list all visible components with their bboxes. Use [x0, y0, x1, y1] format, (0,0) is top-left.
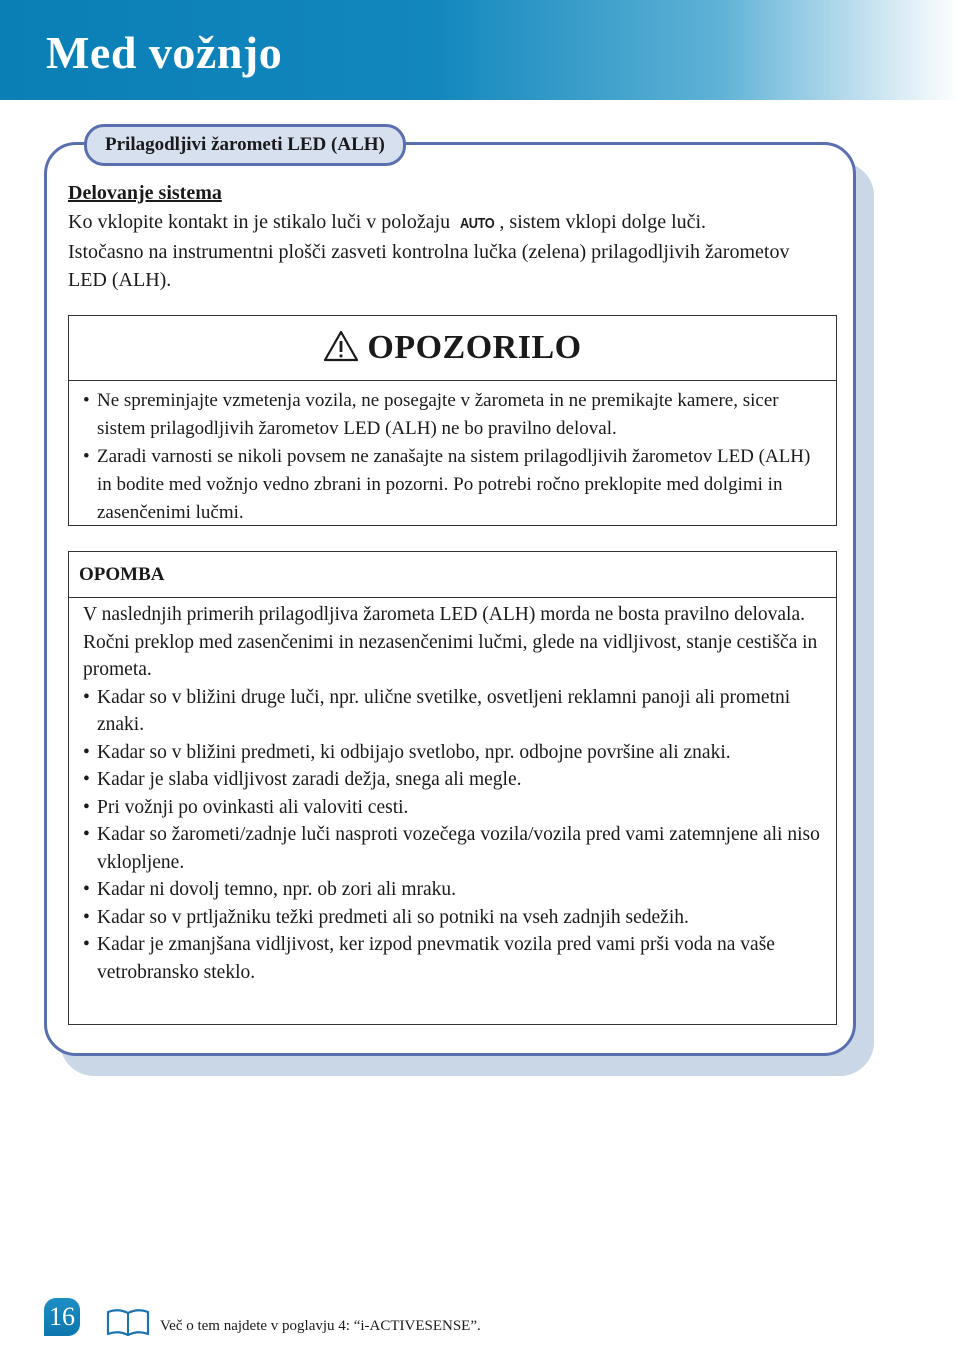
note-box	[68, 551, 837, 1025]
section-tab: Prilagodljivi žarometi LED (ALH)	[84, 124, 406, 166]
warning-item: • Zaradi varnosti se nikoli povsem ne zanašajte na sistem prilagodljivih žarometov LED (ALH) in bodite med vožnjo vedno zbrani in pozorni. Po potrebi ročno preklopite med dolgimi in zasenčenimi lučmi.	[83, 443, 824, 527]
note-item: • Kadar je zmanjšana vidljivost, ker izpod pnevmatik vozila pred vami prši voda na vaše vetrobransko steklo.	[83, 931, 824, 986]
section-heading: Delovanje sistema	[68, 182, 222, 204]
note-item: • Kadar ni dovolj temno, npr. ob zori ali mraku.	[83, 876, 824, 904]
note-item: • Kadar so v bližini predmeti, ki odbijajo svetlobo, npr. odbojne površine ali znaki.	[83, 739, 824, 767]
page-title: Med vožnjo	[46, 27, 283, 78]
book-icon	[104, 1306, 152, 1338]
note-item: • Kadar je slaba vidljivost zaradi dežja, snega ali megle.	[83, 766, 824, 794]
note-item: • Kadar so žarometi/zadnje luči nasproti vozečega vozila/vozila pred vami zatemnjene ali niso vklopljene.	[83, 821, 824, 876]
warning-title: OPOZORILO	[367, 329, 582, 366]
note-item: • Pri vožnji po ovinkasti ali valoviti cesti.	[83, 794, 824, 822]
description-part-1: Ko vklopite kontakt in je stikalo luči v položaju	[68, 211, 456, 233]
description-part-2: , sistem vklopi dolge luči.	[499, 211, 707, 233]
note-item: • Kadar so v bližini druge luči, npr. ulične svetilke, osvetljeni reklamni panoji ali prometni znaki.	[83, 684, 824, 739]
warning-box	[68, 315, 837, 526]
warning-header	[69, 316, 836, 381]
note-intro: V naslednjih primerih prilagodljiva žarometa LED (ALH) morda ne bosta pravilno delovala. Ročni preklop med zasenčenimi in nezasenčenimi lučmi, glede na vidljivost, stanje cestišča in prometa.	[83, 604, 818, 680]
system-description	[68, 208, 828, 294]
note-item: • Kadar so v prtljažniku težki predmeti ali so potniki na vseh zadnjih sedežih.	[83, 904, 824, 932]
warning-triangle-icon	[323, 330, 359, 367]
note-header: OPOMBA	[69, 552, 836, 598]
description-part-3: Istočasno na instrumentni plošči zasveti kontrolna lučka (zelena) prilagodljivih žarometov LED (ALH).	[68, 241, 790, 291]
note-body	[69, 598, 836, 986]
warning-body	[69, 381, 836, 527]
auto-badge: AUTO	[460, 215, 495, 232]
warning-item: • Ne spreminjajte vzmetenja vozila, ne posegajte v žarometa in ne premikajte kamere, sicer sistem prilagodljivih žarometov LED (ALH) ne bo pravilno deloval.	[83, 387, 824, 443]
page-header	[0, 0, 960, 100]
page-number: 16	[44, 1298, 80, 1336]
footer-reference: Več o tem najdete v poglavju 4: “i-ACTIVESENSE”.	[160, 1318, 481, 1334]
